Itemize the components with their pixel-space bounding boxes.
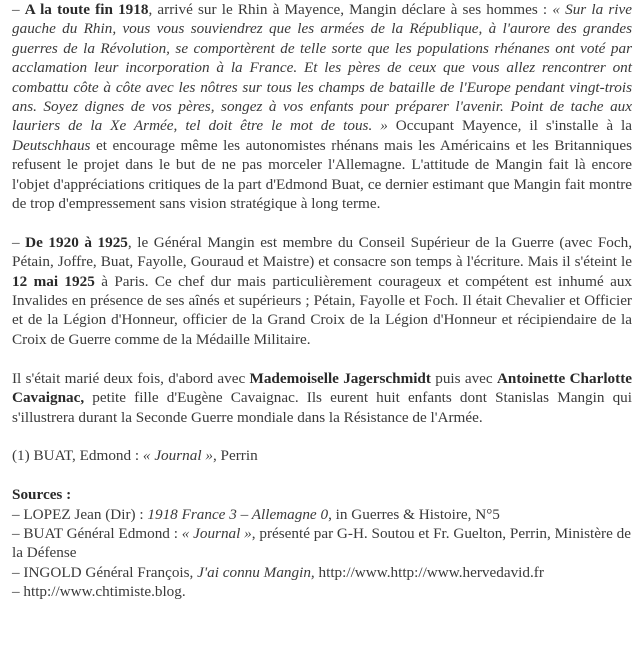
footnote-title: « Journal » <box>142 447 213 465</box>
sources-heading: Sources : <box>12 486 72 504</box>
source-ingold-link[interactable]: http://www.http://www.hervedavid.fr <box>314 563 544 581</box>
footnote-publisher: , Perrin <box>212 447 258 465</box>
marriage-text: Il s'était marié deux fois, d'abord avec <box>12 369 250 387</box>
date-1918: A la toute fin 1918 <box>24 1 149 18</box>
occupation-text: Occupant Mayence, il s'installe à la <box>387 117 632 135</box>
death-text: à Paris. Ce chef dur mais particulièrement courageux et compétent est inhumé aux Invalides en présence de ses aînés et supérieurs ; Pétain, Fayolle et Foch. Il était Chevalier et Officier et de la Légion d'Honneur, officier de la Grand Croix de la Légion d'Honneur et récipiendaire de la Croix de Guerre comme de la Médaille Militaire. <box>12 272 633 348</box>
date-1920-1925: De 1920 à 1925 <box>25 233 128 251</box>
death-date: 12 mai 1925 <box>12 272 95 290</box>
mangin-quote: « Sur la rive gauche du Rhin, vous vous souviendrez que les armées de la République, à l'aurore des grandes guerres de la Révolution, se comportèrent de telle sorte que les populations rhénanes ont voté par acclamation leur incorporation à la France. Et les pères de ceux que vous allez rencontrer ont combattu côte à côte avec les nôtres sur tous les champs de bataille de l'Europe pendant vingt-trois ans. Soyez dignes de vos pères, songez à vos enfants pour préparer l'avenir. Point de tache aux lauriers de la Xe Armée, tel doit être le mot de tous. » <box>12 1 633 135</box>
source-item-buat <box>12 524 632 563</box>
source-buat-author: – BUAT Général Edmond : <box>12 524 182 542</box>
marriage-text-3: petite fille d'Eugène Cavaignac. Ils eurent huit enfants dont Stanislas Mangin qui s'illustrera durant la Seconde Guerre mondiale dans la Résistance de l'Armée. <box>12 389 632 426</box>
paragraph-marriage <box>0 369 638 427</box>
source-buat-title: « Journal » <box>181 524 252 542</box>
occupation-text-continued: et encourage même les autonomistes rhénans mais les Américains et les Britanniques refusent le projet dans le but de ne pas morceler l'Allemagne. L'attitude de Mangin fait là encore l'objet d'appréciations critiques de la part d'Edmond Buat, ce dernier estimant que Mangin fait montre de trop d'empressement sans vision stratégique à long terme. <box>12 136 632 213</box>
source-lopez-title: 1918 France 3 – Allemagne 0 <box>147 505 329 523</box>
dash: – <box>12 1 25 18</box>
first-wife-name: Mademoiselle Jagerschmidt <box>249 369 431 387</box>
sources-block <box>0 485 638 601</box>
paragraph-1920 <box>0 233 638 349</box>
deutschhaus-italic: Deutschhaus <box>12 136 91 154</box>
source-buat-publication: , présenté par G-H. Soutou et Fr. Guelton, Perrin, Ministère de la Défense <box>12 524 631 562</box>
marriage-text-2: puis avec <box>430 369 497 387</box>
source-item-ingold <box>12 563 632 582</box>
source-ingold-author: – INGOLD Général François, <box>12 563 198 581</box>
council-text: , le Général Mangin est membre du Conseil Supérieur de la Guerre (avec Foch, Pétain, Joffre, Buat, Fayolle, Gouraud et Maistre) et consacre son temps à l'écriture. Mais il s'éteint le <box>12 233 632 271</box>
source-lopez-publication: , in Guerres & Histoire, N°5 <box>328 505 500 523</box>
source-item-chtimiste[interactable]: – http://www.chtimiste.blog. <box>12 583 186 601</box>
source-lopez-author: – LOPEZ Jean (Dir) : <box>12 505 148 523</box>
source-ingold-title: J'ai connu Mangin, <box>197 563 315 581</box>
source-item-lopez <box>12 505 632 524</box>
footnote-text: (1) BUAT, Edmond : <box>12 447 143 465</box>
footnote <box>0 446 638 465</box>
lead-text: , arrivé sur le Rhin à Mayence, Mangin déclare à ses hommes : <box>148 1 553 18</box>
dash: – <box>12 233 26 251</box>
paragraph-1918 <box>0 0 638 213</box>
second-wife-name: Antoinette Charlotte Cavaignac, <box>12 369 633 407</box>
